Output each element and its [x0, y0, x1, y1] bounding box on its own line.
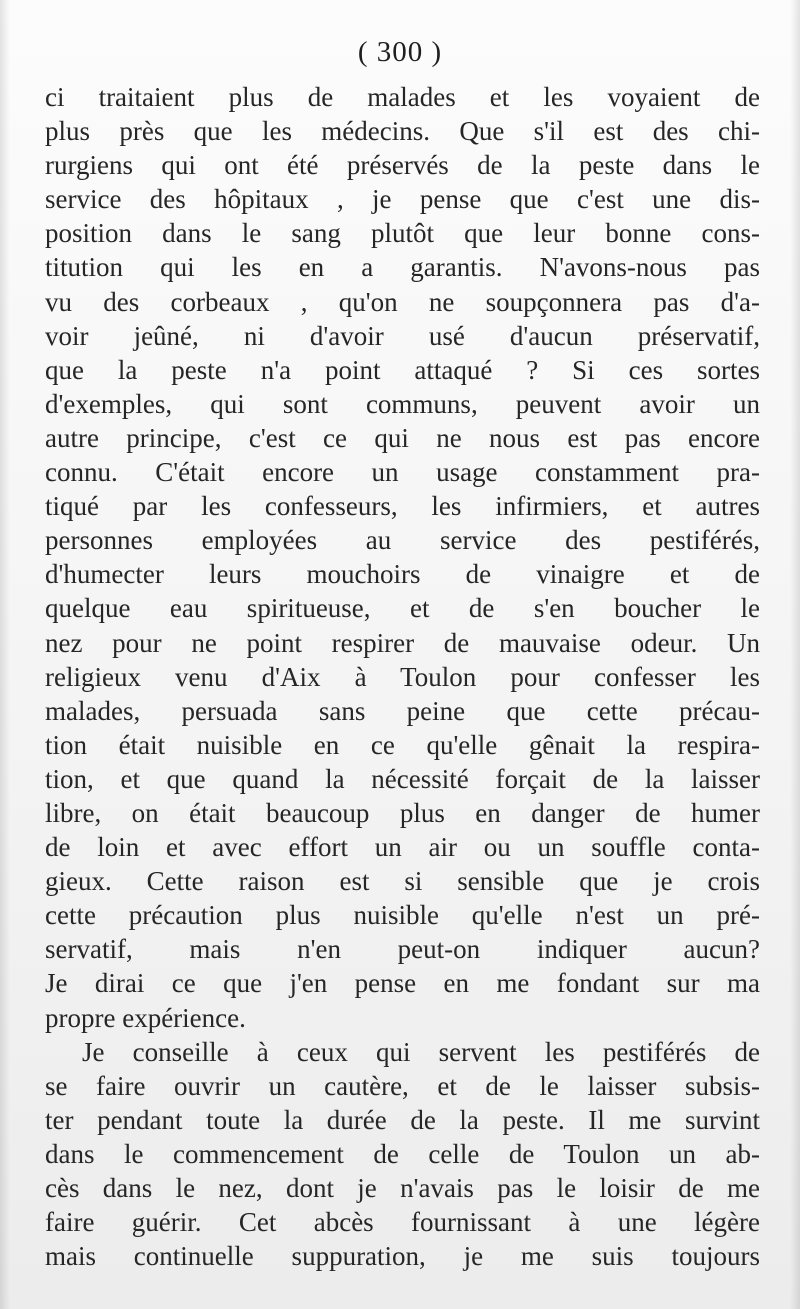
page-number: ( 300 )	[357, 36, 443, 68]
text-line: rurgiens qui ont été préservés de la peste dans le	[45, 150, 760, 181]
page-right-shadow	[790, 0, 800, 1309]
text-line: quelque eau spiritueuse, et de s'en boucher le	[45, 593, 760, 624]
page-left-shadow	[0, 0, 10, 1309]
text-line: plus près que les médecins. Que s'il est des chi-	[45, 116, 760, 147]
text-line: dans le commencement de celle de Toulon un ab-	[45, 1138, 760, 1169]
text-line: nez pour ne point respirer de mauvaise odeur. Un	[45, 627, 760, 658]
text-line: titution qui les en a garantis. N'avons-nous pas	[45, 252, 760, 283]
text-line: se faire ouvrir un cautère, et de le laisser subsis-	[45, 1070, 760, 1101]
text-line: que la peste n'a point attaqué ? Si ces sortes	[45, 354, 760, 385]
text-line: gieux. Cette raison est si sensible que je crois	[45, 866, 760, 897]
text-line: position dans le sang plutôt que leur bonne cons-	[45, 218, 760, 249]
text-line: tion, et que quand la nécessité forçait de la laisser	[45, 763, 760, 794]
text-line: d'humecter leurs mouchoirs de vinaigre et de	[45, 559, 760, 590]
text-line: malades, persuada sans peine que cette précau-	[45, 695, 760, 726]
text-line: d'exemples, qui sont communs, peuvent avoir un	[45, 388, 760, 419]
text-line: libre, on était beaucoup plus en danger de humer	[45, 797, 760, 828]
text-line: vu des corbeaux , qu'on ne soupçonnera pas d'a-	[45, 286, 760, 317]
text-line: service des hôpitaux , je pense que c'est une dis-	[45, 184, 760, 215]
text-line: propre expérience.	[45, 1002, 246, 1033]
text-line: ci traitaient plus de malades et les voyaient de	[45, 82, 760, 112]
text-line: mais continuelle suppuration, je me suis toujours	[45, 1241, 760, 1272]
text-line: religieux venu d'Aix à Toulon pour confesser les	[45, 661, 760, 692]
text-line: Je dirai ce que j'en pense en me fondant sur ma	[45, 968, 760, 999]
text-line: autre principe, c'est ce qui ne nous est pas encore	[45, 422, 760, 453]
text-line: cette précaution plus nuisible qu'elle n'est un pré-	[45, 900, 760, 931]
text-line: de loin et avec effort un air ou un souffle conta-	[45, 832, 760, 863]
text-line: cès dans le nez, dont je n'avais pas le loisir de me	[45, 1173, 760, 1203]
text-line: connu. C'était encore un usage constamment pra-	[45, 457, 760, 488]
text-line: Je conseille à ceux qui servent les pestiférés de	[82, 1036, 760, 1067]
text-line: servatif, mais n'en peut-on indiquer aucun?	[45, 934, 760, 965]
text-line: voir jeûné, ni d'avoir usé d'aucun préservatif,	[45, 320, 760, 351]
text-line: faire guérir. Cet abcès fournissant à une légère	[45, 1207, 760, 1238]
text-line: tiqué par les confesseurs, les infirmiers, et autres	[45, 491, 760, 522]
body-text	[45, 80, 760, 1273]
text-line: personnes employées au service des pestiférés,	[45, 525, 760, 556]
text-line: ter pendant toute la durée de la peste. Il me survint	[45, 1104, 760, 1135]
text-line: tion était nuisible en ce qu'elle gênait la respira-	[45, 729, 760, 760]
